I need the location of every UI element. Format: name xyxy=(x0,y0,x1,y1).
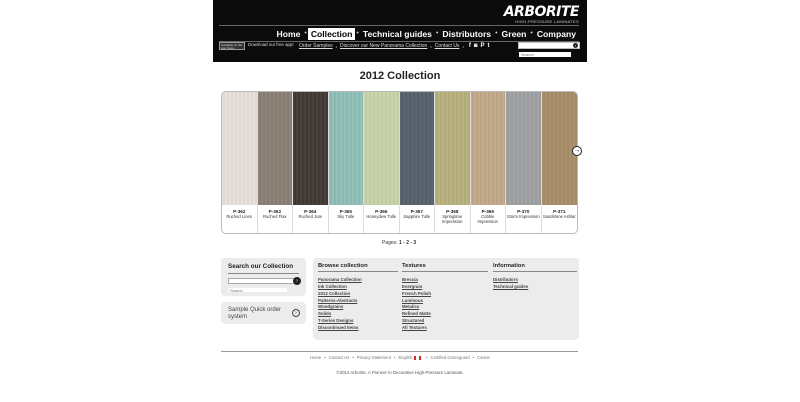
nav-distributors[interactable]: Distributors xyxy=(442,28,492,39)
collection-search xyxy=(228,278,299,284)
header-divider xyxy=(219,25,579,26)
sample-gallery xyxy=(221,91,578,234)
sample-code: P-363 xyxy=(268,209,281,214)
page-title: 2012 Collection xyxy=(359,70,441,82)
main-nav xyxy=(274,27,580,40)
search-panel-heading: Search our Collection xyxy=(228,263,294,270)
footer-link-greenguard[interactable]: Certified Greenguard xyxy=(430,355,470,360)
sample-card[interactable] xyxy=(364,92,400,233)
textures-heading: Textures xyxy=(402,263,426,269)
sample-card[interactable] xyxy=(400,92,436,233)
sample-name: Ruched Flax xyxy=(262,214,287,219)
facebook-icon[interactable]: f xyxy=(468,43,471,49)
search-go-icon[interactable]: › xyxy=(293,277,301,285)
footer-link-home[interactable]: Home xyxy=(310,355,322,360)
pagination xyxy=(382,240,416,246)
sample-swatch[interactable] xyxy=(364,92,399,205)
footer-divider xyxy=(221,351,578,352)
texture-link[interactable]: All Textures xyxy=(402,324,427,330)
search-go-icon[interactable]: › xyxy=(574,43,577,48)
footer-link-english[interactable]: English xyxy=(398,355,413,360)
sample-code: P-362 xyxy=(233,209,246,214)
sample-name: Springtime Impression xyxy=(442,214,463,224)
texture-link[interactable]: Metalics xyxy=(402,304,420,310)
quick-order-label: Sample Quick order system xyxy=(228,307,282,320)
browse-heading: Browse collection xyxy=(318,263,368,269)
sample-card[interactable] xyxy=(329,92,365,233)
pagination-pages[interactable]: 1 - 2 - 3 xyxy=(398,240,417,246)
nav-home[interactable]: Home xyxy=(276,28,301,39)
browse-column xyxy=(318,263,398,332)
sample-name: Honeydew Tulle xyxy=(366,214,397,219)
texture-link[interactable]: French Polish xyxy=(402,290,432,296)
app-store-badge[interactable]: Available on the App Store xyxy=(219,42,245,50)
nav-separator: • xyxy=(530,30,533,37)
sample-swatch[interactable] xyxy=(329,92,364,205)
header-search-input[interactable] xyxy=(519,52,571,57)
nav-separator: • xyxy=(495,30,498,37)
sample-name: Sky Tulle xyxy=(337,214,355,219)
sample-swatch[interactable] xyxy=(293,92,328,205)
nav-collection[interactable]: Collection xyxy=(308,28,356,40)
texture-link[interactable]: Refined Matte xyxy=(402,311,431,317)
copyright: ©2013 Arborite. A Pioneer in Decorative High-Pressure Laminate. xyxy=(336,370,464,375)
contact-us-link[interactable]: Contact Us xyxy=(434,43,460,49)
browse-link[interactable]: 2012 Collection xyxy=(318,290,351,296)
texture-link[interactable]: Structured xyxy=(402,318,425,324)
information-link[interactable]: Technical guides xyxy=(493,284,529,290)
browse-link[interactable]: Panorama Collection xyxy=(318,277,362,283)
sample-card[interactable] xyxy=(542,92,578,233)
twitter-icon[interactable]: t xyxy=(487,43,490,49)
sample-card[interactable] xyxy=(293,92,329,233)
browse-panel xyxy=(313,258,579,340)
sample-card[interactable] xyxy=(435,92,471,233)
information-heading: Information xyxy=(493,263,525,269)
sample-code: P-370 xyxy=(517,209,530,214)
nav-green[interactable]: Green xyxy=(501,28,527,39)
footer-links: Home • Contact Us • Privacy Statement • English • Certified Greenguard • Career xyxy=(310,355,490,360)
information-link[interactable]: Distributors xyxy=(493,277,518,283)
sample-code: P-369 xyxy=(481,209,494,214)
search-panel xyxy=(221,258,306,296)
sample-name: Cobble Impression xyxy=(477,214,498,224)
sample-swatch[interactable] xyxy=(506,92,541,205)
nav-separator: • xyxy=(304,30,307,37)
sample-name: Ruched Linen xyxy=(226,214,253,219)
sample-card[interactable] xyxy=(258,92,294,233)
sample-code: P-368 xyxy=(446,209,459,214)
next-arrow-icon[interactable]: → xyxy=(573,147,581,154)
quick-order-panel[interactable] xyxy=(221,302,306,324)
instagram-icon[interactable]: ◙ xyxy=(473,43,478,49)
texture-link[interactable]: Breccia xyxy=(402,277,418,283)
sample-card[interactable] xyxy=(506,92,542,233)
sample-swatch[interactable] xyxy=(258,92,293,205)
sample-code: P-365 xyxy=(339,209,352,214)
sample-name: Sandstone Ashlar xyxy=(542,214,576,219)
nav-company[interactable]: Company xyxy=(536,28,576,39)
textures-column xyxy=(402,263,488,332)
download-app-text: Download our free app! xyxy=(248,42,294,47)
browse-link[interactable]: Woodgrains xyxy=(318,304,344,310)
pinterest-icon[interactable]: P xyxy=(480,43,485,49)
sample-swatch[interactable] xyxy=(471,92,506,205)
browse-link[interactable]: Solids xyxy=(318,311,332,317)
sample-swatch[interactable] xyxy=(435,92,470,205)
arborite-logo[interactable]: ARBORITE HIGH-PRESSURE LAMINATES xyxy=(503,4,579,24)
footer-link-career[interactable]: Career xyxy=(477,355,490,360)
sample-swatch[interactable] xyxy=(400,92,435,205)
nav-separator: • xyxy=(435,30,439,37)
sample-name: Storm Impression xyxy=(506,214,540,219)
sample-code: P-366 xyxy=(375,209,388,214)
arrow-right-icon[interactable]: › xyxy=(292,309,300,317)
sample-code: P-371 xyxy=(553,209,566,214)
header-search xyxy=(518,42,580,49)
header-sublinks: Order Samples • Discover our New Panorama Collection • Contact Us • f ◙ P t xyxy=(299,43,492,49)
sample-name: Ruched Jute xyxy=(298,214,322,219)
canada-flag-icon xyxy=(414,356,421,360)
sample-code: P-367 xyxy=(410,209,423,214)
browse-link[interactable]: T-Series Designs xyxy=(318,318,354,324)
nav-separator: • xyxy=(356,30,359,37)
panorama-collection-link[interactable]: Discover our New Panorama Collection xyxy=(340,43,428,49)
collection-search-input[interactable] xyxy=(229,288,287,292)
texture-link[interactable]: Evergrain xyxy=(402,284,423,290)
site-header xyxy=(213,0,587,62)
sample-swatch[interactable] xyxy=(222,92,257,205)
browse-link[interactable]: Patterns-Abstracts xyxy=(318,297,358,303)
pagination-label: Pages: xyxy=(382,240,398,246)
order-samples-link[interactable]: Order Samples xyxy=(299,43,333,49)
nav-technical-guides[interactable]: Technical guides xyxy=(362,28,432,39)
sample-code: P-364 xyxy=(304,209,317,214)
browse-link[interactable]: Discontinued Items xyxy=(318,324,359,330)
information-column xyxy=(493,263,577,291)
browse-link[interactable]: Ink Collection xyxy=(318,284,347,290)
texture-link[interactable]: Luminous xyxy=(402,297,423,303)
footer-link-contact[interactable]: Contact Us xyxy=(328,355,350,360)
sample-name: Sapphire Tulle xyxy=(403,214,431,219)
footer-link-privacy[interactable]: Privacy Statement xyxy=(356,355,391,360)
sample-card[interactable] xyxy=(471,92,507,233)
social-icons xyxy=(469,43,493,49)
sample-card[interactable] xyxy=(222,92,258,233)
